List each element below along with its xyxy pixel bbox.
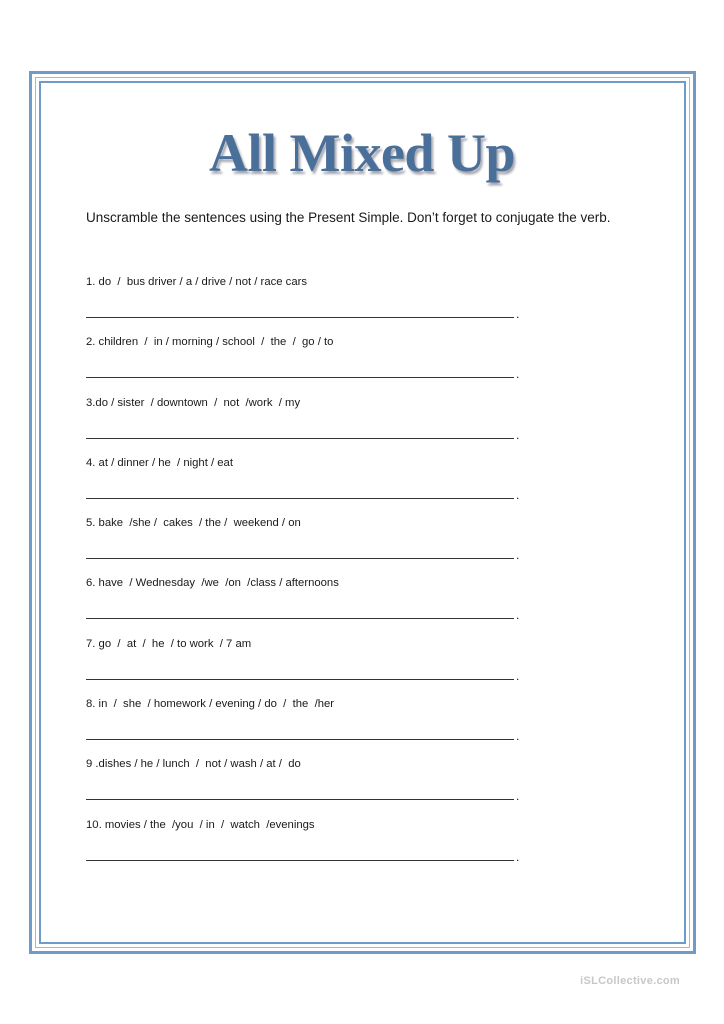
exercise-item xyxy=(86,697,526,757)
exercise-item xyxy=(86,818,526,878)
exercise-item xyxy=(86,456,526,516)
scrambled-prompt: 2. children / in / morning / school / the / go / to xyxy=(86,336,334,349)
scrambled-prompt: 4. at / dinner / he / night / eat xyxy=(86,456,233,469)
answer-period: . xyxy=(516,487,520,502)
answer-line[interactable] xyxy=(86,498,514,499)
answer-period: . xyxy=(516,608,520,623)
exercise-item xyxy=(86,516,526,576)
scrambled-prompt: 1. do / bus driver / a / drive / not / race cars xyxy=(86,276,308,288)
answer-period: . xyxy=(516,548,520,563)
answer-line[interactable] xyxy=(86,799,514,800)
instructions-text: Unscramble the sentences using the Present Simple. Don’t forget to conjugate the verb. xyxy=(86,210,611,225)
answer-period: . xyxy=(516,668,520,683)
exercise-item xyxy=(86,576,526,636)
worksheet-title: All Mixed Up xyxy=(208,123,515,183)
exercise-list xyxy=(86,275,526,878)
exercise-item xyxy=(86,757,526,817)
scrambled-prompt: 8. in / she / homework / evening / do / the /her xyxy=(86,698,335,711)
scrambled-prompt: 10. movies / the /you / in / watch /evenings xyxy=(86,818,315,831)
answer-period: . xyxy=(516,849,520,864)
answer-line[interactable] xyxy=(86,317,514,318)
exercise-item xyxy=(86,396,526,456)
exercise-item xyxy=(86,637,526,697)
answer-line[interactable] xyxy=(86,679,514,680)
exercise-item xyxy=(86,335,526,395)
answer-line[interactable] xyxy=(86,860,514,861)
scrambled-prompt: 3.do / sister / downtown / not /work / my xyxy=(86,396,301,409)
answer-line[interactable] xyxy=(86,739,514,740)
answer-period: . xyxy=(516,427,520,442)
answer-line[interactable] xyxy=(86,377,514,378)
answer-period: . xyxy=(516,367,520,382)
scrambled-prompt: 9 .dishes / he / lunch / not / wash / at / do xyxy=(86,758,301,771)
scrambled-prompt: 6. have / Wednesday /we /on /class / afternoons xyxy=(86,577,339,590)
scrambled-prompt: 7. go / at / he / to work / 7 am xyxy=(86,637,252,650)
answer-line[interactable] xyxy=(86,618,514,619)
site-watermark: iSLCollective.com xyxy=(580,975,680,987)
answer-period: . xyxy=(516,729,520,744)
scrambled-prompt: 5. bake /she / cakes / the / weekend / on xyxy=(86,517,301,530)
exercise-item xyxy=(86,275,526,335)
answer-line[interactable] xyxy=(86,438,514,439)
answer-period: . xyxy=(516,789,520,804)
answer-period: . xyxy=(516,307,520,321)
answer-line[interactable] xyxy=(86,558,514,559)
